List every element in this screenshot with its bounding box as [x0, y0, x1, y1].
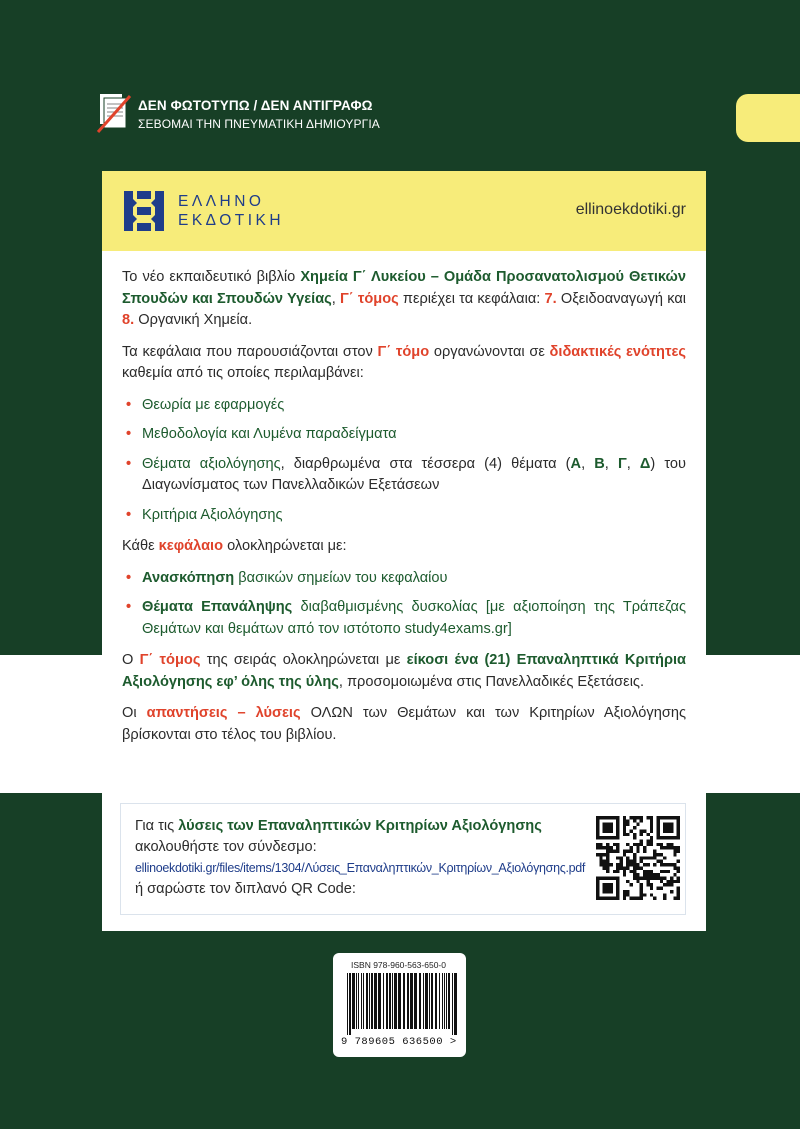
publisher-name-line-1: ΕΛΛΗΝΟ — [178, 193, 265, 210]
volume-label: Γ΄ τόμος — [340, 290, 399, 307]
qr-code[interactable] — [596, 816, 680, 900]
list-item: • Θέματα αξιολόγησης, διαρθρωμένα στα τέσσερα (4) θέματα (Α, Β, Γ, Δ) του Διαγωνίσματος των Πανελλαδικών Εξετάσεων — [122, 454, 686, 497]
unit-items-list — [122, 395, 686, 527]
info-card — [102, 171, 706, 931]
list-item: • Μεθοδολογία και Λυμένα παραδείγματα — [122, 424, 686, 446]
notice-line-2: ΣΕΒΟΜΑΙ ΤΗΝ ΠΝΕΥΜΑΤΙΚΗ ΔΗΜΙΟΥΡΓΙΑ — [138, 116, 380, 131]
chapter-paragraph: Κάθε κεφάλαιο ολοκληρώνεται με: — [122, 538, 347, 554]
publisher-website[interactable]: ellinoekdotiki.gr — [575, 201, 686, 218]
description — [102, 251, 706, 746]
answers-paragraph: Οι απαντήσεις – λύσεις ΟΛΩΝ των Θεμάτων και των Κριτηρίων Αξιολόγησης βρίσκονται στο τέλος του βιβλίου. — [122, 705, 686, 743]
chapter-items-list — [122, 568, 686, 641]
publisher-name — [178, 192, 284, 230]
barcode — [345, 973, 457, 1035]
publisher-logo-icon — [124, 191, 164, 231]
units-paragraph: Τα κεφάλαια που παρουσιάζονται στον Γ΄ τόμο οργανώνονται σε διδακτικές ενότητες καθεμία από τις οποίες περιλαμβάνει: — [122, 343, 686, 381]
isbn-text: ISBN 978-960-563-650-0 — [351, 960, 446, 970]
no-copy-icon — [96, 92, 132, 136]
qr-text: Για τις λύσεις των Επαναληπτικών Κριτηρίων Αξιολόγησης ακολουθήστε τον σύνδεσμο: ellinoekdotiki.gr/files/items/1304/Λύσεις_Επαναληπτικών_Κριτηρίων_Αξιολόγησης.pdf ή σαρώστε τον διπλανό QR Code: — [135, 818, 586, 897]
notice-line-1: ΔΕΝ ΦΩΤΟΤΥΠΩ / ΔΕΝ ΑΝΤΙΓΡΑΦΩ — [138, 97, 373, 113]
list-item: • Ανασκόπηση βασικών σημείων του κεφαλαίου — [122, 568, 686, 590]
book-title: Χημεία Γ΄ Λυκείου – Ομάδα Προσανατολισμού Θετικών Σπουδών και Σπουδών Υγείας — [122, 269, 687, 307]
solutions-link[interactable]: ellinoekdotiki.gr/files/items/1304/Λύσεις_Επαναληπτικών_Κριτηρίων_Αξιολόγησης.pdf — [135, 861, 586, 875]
intro-paragraph: Το νέο εκπαιδευτικό βιβλίο Χημεία Γ΄ Λυκείου – Ομάδα Προσανατολισμού Θετικών Σπουδών και Σπουδών Υγείας, Γ΄ τόμος περιέχει τα κεφάλαια: 7. Οξειδοαναγωγή και 8. Οργανική Χημεία. — [122, 269, 687, 328]
list-item: • Θέματα Επανάληψης διαβαθμισμένης δυσκολίας [με αξιοποίηση της Τράπεζας Θεμάτων και θεμάτων από τον ιστότοπο study4exams.gr] — [122, 597, 686, 640]
series-paragraph: Ο Γ΄ τόμος της σειράς ολοκληρώνεται με είκοσι ένα (21) Επαναληπτικά Κριτήρια Αξιολόγησης εφ’ όλης της ύλης, προσομοιωμένα στις Πανελλαδικές Εξετάσεις. — [122, 652, 687, 690]
qr-info-box — [120, 803, 686, 915]
list-item: • Κριτήρια Αξιολόγησης — [122, 505, 686, 527]
barcode-digits: 9 789605 636500 > — [341, 1036, 457, 1048]
list-item: • Θεωρία με εφαρμογές — [122, 395, 686, 417]
publisher-name-line-2: ΕΚΔΟΤΙΚΗ — [178, 212, 285, 229]
publisher-header — [102, 171, 706, 251]
barcode-box — [333, 953, 466, 1057]
yellow-tab — [736, 94, 800, 142]
no-photocopy-notice — [96, 92, 380, 136]
